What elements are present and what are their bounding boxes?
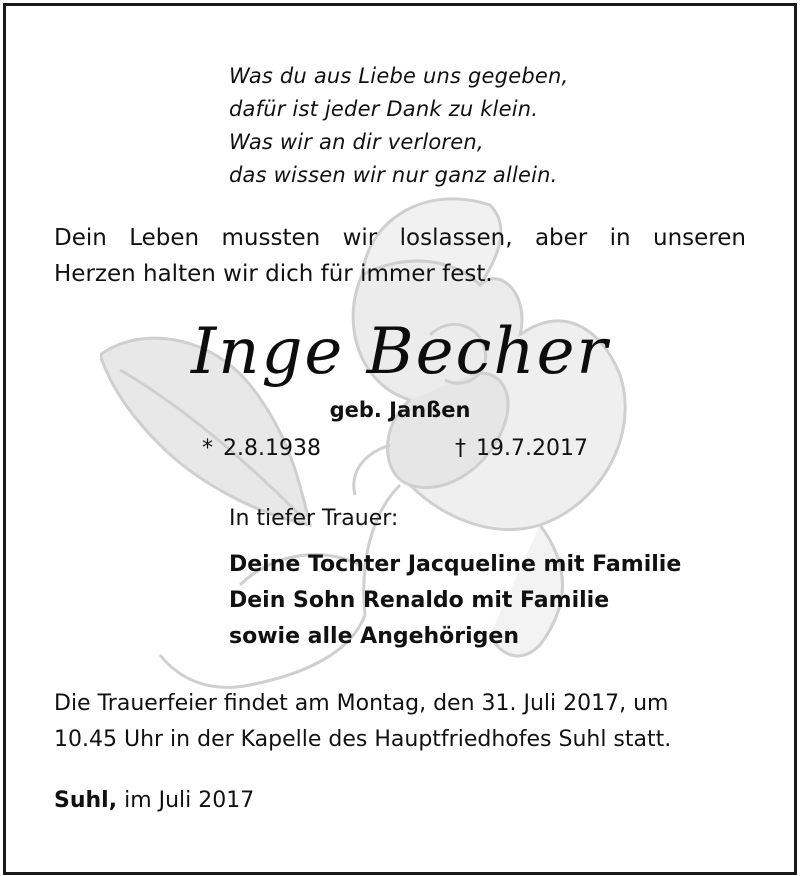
funeral-info <box>54 686 754 758</box>
mourner-item: Deine Tochter Jacqueline mit Familie <box>229 552 682 577</box>
death-date-line <box>455 436 588 461</box>
mourners-list <box>229 547 681 655</box>
mourner-item: Dein Sohn Renaldo mit Familie <box>229 588 610 613</box>
place-date <box>54 788 254 813</box>
deceased-name: Inge Becher <box>190 315 610 389</box>
intro-line: Dein Leben mussten wir loslassen, aber in unseren <box>54 225 746 251</box>
birth-name: geb. Janßen <box>329 398 471 422</box>
intro-line: Herzen halten wir dich für immer fest. <box>54 261 493 287</box>
mourner-item: sowie alle Angehörigen <box>229 624 520 649</box>
poem-line: Was du aus Liebe uns gegeben, <box>229 64 569 88</box>
poem-line: dafür ist jeder Dank zu klein. <box>229 97 539 121</box>
birth-date: 2.8.1938 <box>223 436 321 461</box>
place-date-text: im Juli 2017 <box>124 788 255 813</box>
birth-date-line <box>202 436 321 461</box>
poem-line: Was wir an dir verloren, <box>229 130 484 154</box>
funeral-line: 10.45 Uhr in der Kapelle des Hauptfriedhofes Suhl statt. <box>54 727 672 752</box>
funeral-line: Die Trauerfeier findet am Montag, den 31. Juli 2017, um <box>54 691 669 716</box>
mourning-heading: In tiefer Trauer: <box>229 506 399 531</box>
death-cross-icon: † <box>455 436 466 461</box>
birth-asterisk-icon: * <box>202 436 213 461</box>
intro-text <box>54 220 746 292</box>
place-city: Suhl, <box>54 788 118 813</box>
death-date: 19.7.2017 <box>476 436 588 461</box>
poem <box>229 60 568 192</box>
poem-line: das wissen wir nur ganz allein. <box>229 163 558 187</box>
